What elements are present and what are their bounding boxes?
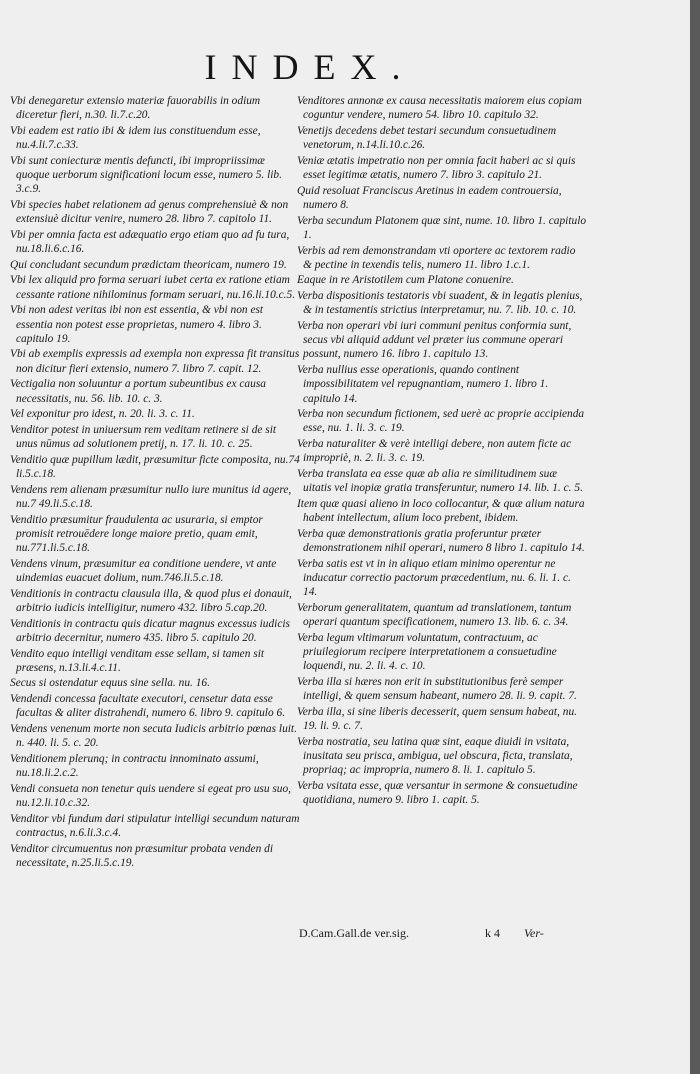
index-entry: Verba vsitata esse, quæ versantur in sermone & consuetudine quotidiana, numero 9. libro 1. capit. 5. [297, 779, 578, 807]
index-entry: Vbi lex aliquid pro forma seruari iubet certa ex ratione etiam cessante ratione nihilominus formam seruari, nu.16.li.10.c.5. [10, 274, 296, 301]
index-entry: Vendens rem alienam præsumitur nullo iure munitus id agere, nu.7 49.li.5.c.18. [10, 483, 292, 510]
index-entry: Venditor circumuentus non præsumitur probata venden di necessitate, n.25.li.5.c.19. [10, 842, 274, 869]
signature-mark: k 4 [485, 926, 500, 940]
index-entry: Quid resoluat Franciscus Aretinus in eadem controuersia, numero 8. [297, 184, 562, 211]
index-entry: Item quæ quasi alieno in loco collocantur, & quæ alium natura habent intellectum, alium loco prebent, ibidem. [297, 497, 585, 525]
index-entry: Verba non operari vbi iuri communi penitus conformia sunt, secus vbi aliquid addunt vel præter ius commune operari possunt, numero 16. libro 1. capitulo 13. [297, 320, 572, 361]
index-entry: Verba illa si hæres non erit in substitutionibus ferè semper intelligi, & quem sensum habeant, numero 28. li. 9. capit. 7. [297, 675, 577, 703]
index-entry: Vectigalia non soluuntur a portum subeuntibus ex causa necessitatis, nu. 56. lib. 10. c. 3. [10, 378, 266, 405]
book-spine-edge [690, 0, 700, 1074]
index-entry: Venditio præsumitur fraudulenta ac usuraria, si emptor promisit retrouēdere longe maiore pretio, quam emit, nu.771.li.5.c.18. [10, 513, 263, 555]
index-entry: Veniæ ætatis impetratio non per omnia facit haberi ac si quis esset legitimæ ætatis, numero 7. libro 3. capitulo 21. [297, 154, 576, 182]
index-entry: Verba nostratia, seu latina quæ sint, eaque diuidi in vsitata, inusitata seu prisca, ambigua, uel obscura, ficta, translata, propriaq; ac impropria, numero 8. li. 1. capitulo 5. [297, 735, 573, 777]
index-entry: Verba quæ demonstrationis gratia proferuntur præter demonstrationem nihil operari, numero 8 libro 1. capitulo 14. [297, 527, 585, 555]
index-entry: Venditionis in contractu clausula illa, & quod plus ei donauit, arbitrio iudicis intelligitur, numero 432. libro 5.cap.20. [10, 587, 292, 614]
signature-line: D.Cam.Gall.de ver.sig. [299, 926, 409, 940]
index-entry: Vendito equo intelligi venditam esse sellam, si tamen sit præsens, n.13.li.4.c.11. [10, 647, 265, 674]
index-entry: Verba non secundum fictionem, sed uerè ac proprie accipienda esse, nu. 1. li. 3. c. 19. [297, 408, 585, 435]
index-entry: Vbi per omnia facta est adæquatio ergo etiam quo ad fu tura, nu.18.li.6.c.16. [10, 228, 290, 256]
left-column [10, 94, 300, 872]
index-entry: Vbi ab exemplis expressis ad exempla non expressa fit transitus non dicitur fieri extensio, numero 7. libro 7. capit. 12. [10, 348, 300, 375]
right-column [297, 94, 587, 809]
index-entry: Qui concludant secundum prædictam theoricam, numero 19. [10, 258, 287, 271]
index-entry: Venetijs decedens debet testari secundum consuetudinem venetorum, n.14.li.10.c.26. [297, 124, 557, 152]
index-entry: Venditor potest in uniuersum rem veditam retinere si de sit unus nūmus ad solutionem pretij, n. 17. li. 10. c. 25. [10, 423, 277, 451]
index-entry: Vendens vinum, præsumitur ea conditione uendere, vt ante uindemias euacuet dolium, num.746.li.5.c.18. [10, 557, 277, 584]
index-entry: Verba dispositionis testatoris vbi suadent, & in legatis plenius, & in testamentis strictius interpretamur, nu. 7. lib. 10. c. 10. [297, 290, 583, 317]
index-entry: Verbis ad rem demonstrandam vti oportere ac textorem radio & pectine in texendis telis, numero 11. libro 1.c.1. [297, 244, 576, 271]
index-entry: Vendens venenum morte non secuta Iudicis arbitrio pœnas luit. n. 440. li. 5. c. 20. [10, 723, 297, 750]
index-entry: Verba translata ea esse quæ ab alia re similitudinem suæ uitatis vel inopiæ gratia transferuntur, numero 14. lib. 1. c. 5. [297, 468, 583, 495]
index-entry: Vel exponitur pro idest, n. 20. li. 3. c. 11. [10, 408, 195, 421]
index-entry: Venditionem plerunq; in contractu innominato assumi, nu.18.li.2.c.2. [10, 752, 259, 780]
index-entry: Verba secundum Platonem quæ sint, nume. 10. libro 1. capitulo 1. [297, 214, 587, 241]
index-entry: Vendi consueta non tenetur quis uendere si egeat pro usu suo, nu.12.li.10.c.32. [10, 782, 292, 810]
index-entry: Vbi species habet relationem ad genus comprehensiuè & non extensiuè dicitur venire, numero 28. libro 7. capitolo 11. [10, 198, 289, 226]
index-entry: Vendendi concessa facultate executori, censetur data esse facultas & aliter distrahendi, numero 6. libro 9. capitulo 6. [10, 693, 286, 720]
index-entry: Eaque in re Aristotilem cum Platone conuenire. [297, 274, 514, 287]
index-entry: Venditor vbi fundum dari stipulatur intelligi secundum naturam contractus, n.6.li.3.c.4. [10, 812, 300, 839]
index-entry: Vbi non adest veritas ibi non est essentia, & vbi non est essentia non potest esse proprietas, numero 4. libro 3. capitulo 19. [10, 304, 264, 345]
index-entry: Vbi sunt coniecturæ mentis defuncti, ibi impropriissimæ quoque uerborum significationi locum esse, numero 5. lib. 3.c.9. [10, 154, 282, 196]
index-entry: Verba naturaliter & verè intelligi debere, non autem ficte ac impropriè, n. 2. li. 3. c. 19. [297, 438, 572, 465]
index-entry: Vbi denegaretur extensio materiæ fauorabilis in odium diceretur fieri, n.30. li.7.c.20. [10, 95, 261, 122]
index-entry: Verba illa, si sine liberis decesserit, quem sensum habeat, nu. 19. li. 9. c. 7. [297, 705, 577, 733]
index-entry: Venditio quæ pupillum lædit, præsumitur ficte composita, nu.74 li.5.c.18. [10, 453, 300, 481]
page-footer [299, 926, 589, 941]
index-entry: Vbi eadem est ratio ibi & idem ius constituendum esse, nu.4.li.7.c.33. [10, 124, 261, 152]
index-entry: Verba satis est vt in in aliquo etiam minimo operentur ne inducatur correctio pactorum præcedentium, nu. 6. li. 1. c. 14. [297, 557, 571, 599]
page-title: INDEX. [204, 47, 416, 87]
index-entry: Verba nullius esse operationis, quando continent impossibilitatem vel repugnantiam, numero 1. libro 1. capitulo 14. [297, 364, 549, 405]
catchword: Ver- [524, 926, 544, 940]
index-entry: Venditionis in contractu quis dicatur magnus excessus iudicis arbitrio decernitur, numero 435. libro 5. capitulo 20. [10, 617, 290, 644]
index-entry: Venditores annonæ ex causa necessitatis maiorem eius copiam coguntur vendere, numero 54. libro 10. capitulo 32. [297, 95, 582, 122]
index-entry: Verba legum vltimarum voluntatum, contractuum, ac priuilegiorum recipere interpretationem a consuetudine loquendi, nu. 2. li. 4. c. 10. [297, 631, 557, 673]
index-entry: Verborum generalitatem, quantum ad translationem, tantum operari quantum specificationem, numero 13. lib. 6. c. 34. [297, 601, 572, 629]
index-entry: Secus si ostendatur equus sine sella. nu. 16. [10, 677, 210, 690]
